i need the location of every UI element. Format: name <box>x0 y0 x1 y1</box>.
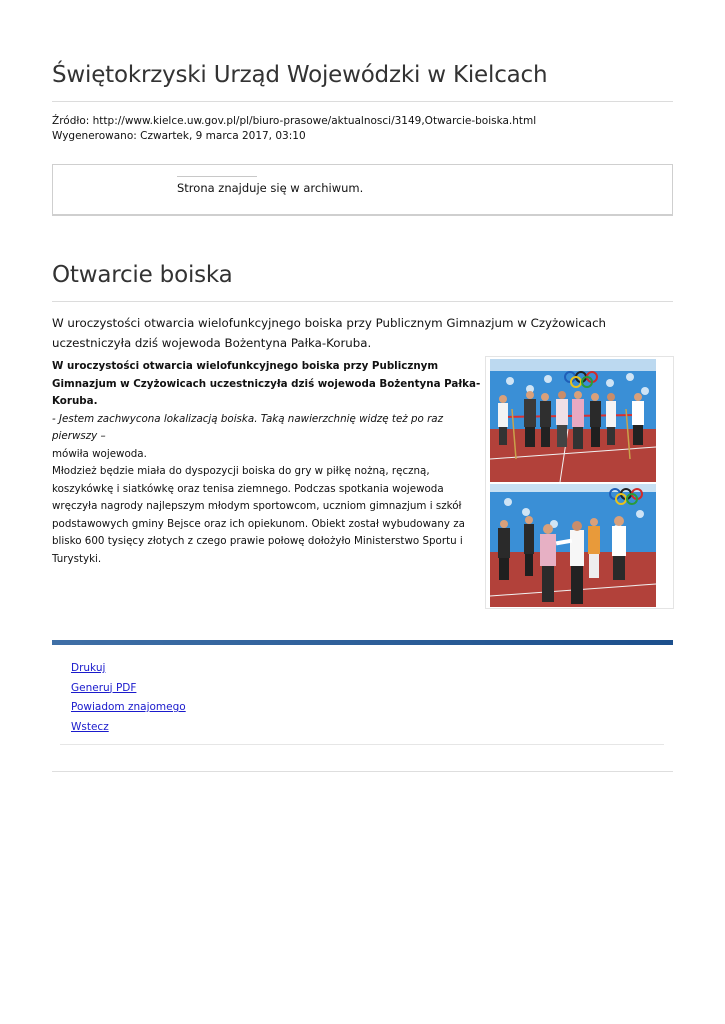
photo-gallery <box>485 356 674 609</box>
header-divider <box>52 101 673 102</box>
generated-line: Wygenerowano: Czwartek, 9 marca 2017, 03:10 <box>52 130 306 142</box>
award-ceremony-photo[interactable] <box>490 484 656 607</box>
archive-notice-divider <box>177 176 257 177</box>
article-paragraph: Młodzież będzie miała do dyspozycji boiska do gry w piłkę nożną, ręczną, koszykówkę i siatkówkę oraz tenisa ziemnego. Podczas spotkania wojewoda wręczyła nagrody najlepszym młodym sportowcom, uczniom gimnazjum i szkół podstawowych gminy Bejsce oraz ich opiekunom. Obiekt został wybudowany za blisko 600 tysięcy złotych z czego prawie połowę dołożyło Ministerstwo Sportu i Turystyki. <box>52 465 465 565</box>
article-body <box>52 358 484 568</box>
footer-divider-inner <box>60 744 664 745</box>
document-meta <box>52 114 536 144</box>
archive-notice-text: Strona znajduje się w archiwum. <box>177 181 364 195</box>
article-bold-intro: W uroczystości otwarcia wielofunkcyjnego boiska przy Publicznym Gimnazjum w Czyżowicach uczestniczyła dziś wojewoda Bożentyna Pałka-Koruba. <box>52 360 481 407</box>
article-title: Otwarcie boiska <box>52 262 233 288</box>
site-title: Świętokrzyski Urząd Wojewódzki w Kielcach <box>52 62 548 88</box>
article-title-divider <box>52 301 673 302</box>
article-lead: W uroczystości otwarcia wielofunkcyjnego boiska przy Publicznym Gimnazjum w Czyżowicach uczestniczyła dziś wojewoda Bożentyna Pałka-Koruba. <box>52 316 607 350</box>
article-quote: - Jestem zachwycona lokalizacją boiska. Taką nawierzchnię widzę też po raz pierwszy – <box>52 412 444 442</box>
ribbon-cutting-photo[interactable] <box>490 359 656 482</box>
source-line: Źródło: http://www.kielce.uw.gov.pl/pl/biuro-prasowe/aktualnosci/3149,Otwarcie-boiska.html <box>52 115 537 127</box>
footer-accent-bar <box>52 640 673 645</box>
back-link[interactable]: Wstecz <box>71 720 109 733</box>
generate-pdf-link[interactable]: Generuj PDF <box>71 681 137 694</box>
notify-friend-link[interactable]: Powiadom znajomego <box>71 701 186 713</box>
print-link[interactable]: Drukuj <box>71 662 106 674</box>
footer-links <box>71 659 186 737</box>
archive-notice-box <box>52 164 673 216</box>
footer-divider-outer <box>52 771 673 772</box>
article-quote-attribution: mówiła wojewoda. <box>52 447 147 460</box>
